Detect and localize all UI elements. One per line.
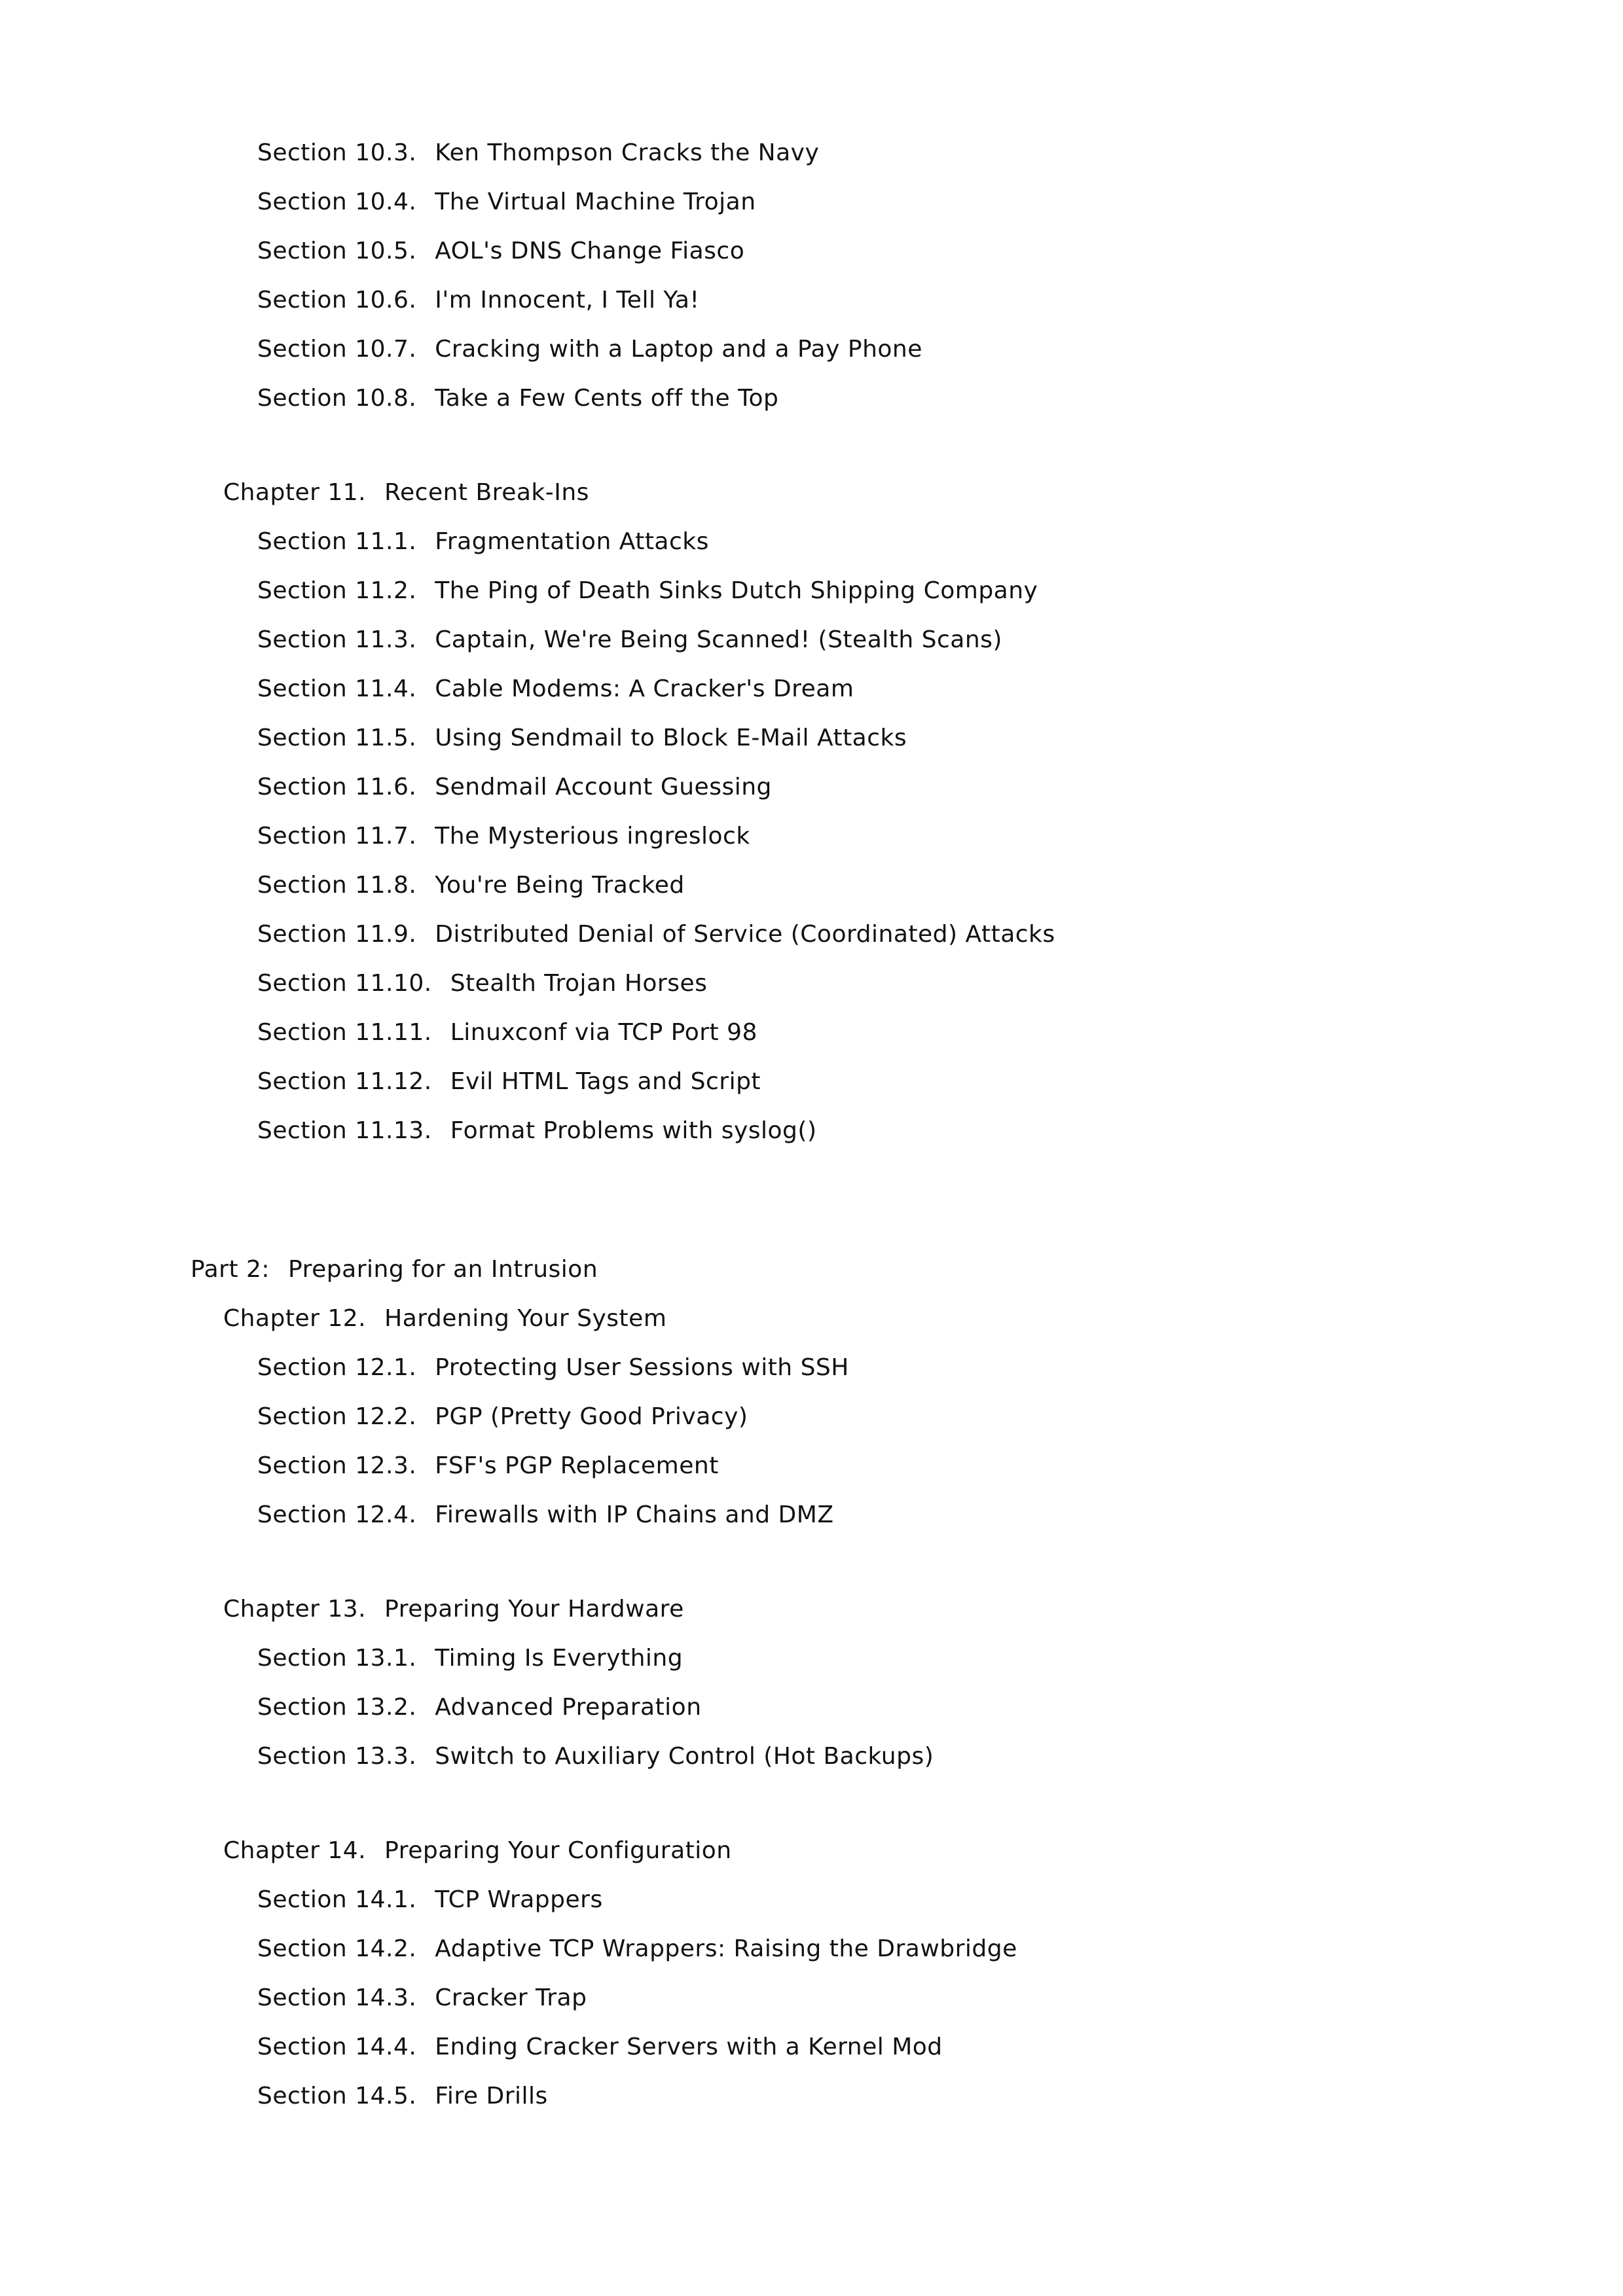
- toc-entry-section[interactable]: [257, 1354, 849, 1382]
- toc-entry-title: Timing Is Everything: [435, 1645, 684, 1672]
- toc-entry-number: Section 13.1.: [257, 1645, 417, 1672]
- toc-entry-title: Preparing for an Intrusion: [288, 1256, 598, 1283]
- toc-entry-title: Hardening Your System: [384, 1305, 667, 1332]
- toc-entry-title: Cracking with a Laptop and a Pay Phone: [435, 336, 922, 363]
- toc-entry-number: Section 12.3.: [257, 1452, 417, 1479]
- toc-entry-number: Section 11.10.: [257, 970, 432, 997]
- toc-entry-section[interactable]: [257, 1018, 757, 1047]
- toc-entry-number: Section 11.11.: [257, 1019, 432, 1046]
- toc-entry-title: Cable Modems: A Cracker's Dream: [435, 675, 854, 702]
- toc-entry-title: The Mysterious ingreslock: [435, 823, 750, 850]
- toc-entry-section[interactable]: [257, 675, 854, 704]
- toc-entry-number: Section 10.6.: [257, 287, 417, 314]
- toc-entry-number: Chapter 11.: [223, 479, 367, 506]
- toc-entry-number: Section 11.5.: [257, 725, 417, 751]
- toc-entry-title: I'm Innocent, I Tell Ya!: [435, 287, 700, 314]
- toc-entry-title: The Ping of Death Sinks Dutch Shipping Company: [435, 577, 1038, 604]
- toc-entry-number: Section 11.4.: [257, 675, 417, 702]
- toc-entry-title: FSF's PGP Replacement: [435, 1452, 719, 1479]
- toc-entry-section[interactable]: [257, 1117, 817, 1145]
- toc-entry-number: Section 11.13.: [257, 1117, 432, 1144]
- toc-entry-title: AOL's DNS Change Fiasco: [435, 238, 745, 264]
- toc-entry-title: Ken Thompson Cracks the Navy: [435, 139, 820, 166]
- toc-entry-number: Section 10.4.: [257, 188, 417, 215]
- toc-entry-number: Section 11.3.: [257, 626, 417, 653]
- toc-entry-section[interactable]: [257, 237, 744, 266]
- toc-entry-title: Fire Drills: [435, 2083, 548, 2109]
- toc-entry-title: Using Sendmail to Block E-Mail Attacks: [435, 725, 907, 751]
- toc-entry-section[interactable]: [257, 286, 699, 315]
- toc-entry-section[interactable]: [257, 724, 907, 753]
- toc-entry-section[interactable]: [257, 528, 709, 556]
- toc-entry-number: Chapter 13.: [223, 1596, 367, 1623]
- toc-entry-title: Sendmail Account Guessing: [435, 774, 772, 800]
- toc-entry-number: Section 12.1.: [257, 1354, 417, 1381]
- toc-entry-title: Advanced Preparation: [435, 1694, 702, 1721]
- toc-entry-section[interactable]: [257, 384, 778, 413]
- toc-entry-title: PGP (Pretty Good Privacy): [435, 1403, 748, 1430]
- toc-entry-number: Section 11.2.: [257, 577, 417, 604]
- toc-entry-title: Preparing Your Configuration: [384, 1837, 732, 1864]
- toc-entry-section[interactable]: [257, 577, 1038, 605]
- toc-entry-number: Section 11.12.: [257, 1068, 432, 1095]
- toc-entry-title: Evil HTML Tags and Script: [450, 1068, 761, 1095]
- toc-entry-chapter[interactable]: [223, 1837, 732, 1865]
- toc-entry-section[interactable]: [257, 188, 756, 217]
- toc-entry-title: Ending Cracker Servers with a Kernel Mod: [435, 2034, 943, 2060]
- toc-entry-section[interactable]: [257, 1886, 603, 1914]
- toc-entry-title: You're Being Tracked: [435, 872, 685, 899]
- toc-entry-number: Section 12.2.: [257, 1403, 417, 1430]
- toc-entry-number: Section 11.1.: [257, 528, 417, 555]
- toc-entry-section[interactable]: [257, 1742, 934, 1771]
- toc-entry-chapter[interactable]: [223, 478, 589, 507]
- toc-entry-section[interactable]: [257, 1693, 702, 1722]
- toc-entry-part[interactable]: [191, 1255, 598, 1284]
- toc-entry-title: Switch to Auxiliary Control (Hot Backups): [435, 1743, 934, 1770]
- toc-entry-section[interactable]: [257, 2033, 943, 2062]
- toc-entry-number: Section 11.6.: [257, 774, 417, 800]
- toc-entry-section[interactable]: [257, 920, 1055, 949]
- toc-entry-section[interactable]: [257, 822, 750, 851]
- toc-entry-title: Linuxconf via TCP Port 98: [450, 1019, 757, 1046]
- toc-entry-section[interactable]: [257, 626, 1002, 655]
- toc-entry-section[interactable]: [257, 969, 707, 998]
- toc-entry-number: Section 14.3.: [257, 1984, 417, 2011]
- toc-entry-title: TCP Wrappers: [435, 1886, 603, 1913]
- toc-entry-section[interactable]: [257, 871, 685, 900]
- toc-entry-number: Section 10.7.: [257, 336, 417, 363]
- toc-entry-title: Take a Few Cents off the Top: [435, 385, 779, 412]
- toc-entry-section[interactable]: [257, 2082, 548, 2111]
- toc-entry-number: Section 13.2.: [257, 1694, 417, 1721]
- toc-entry-section[interactable]: [257, 335, 922, 364]
- toc-entry-title: Adaptive TCP Wrappers: Raising the Drawbridge: [435, 1935, 1017, 1962]
- toc-entry-title: Stealth Trojan Horses: [450, 970, 708, 997]
- toc-entry-section[interactable]: [257, 1935, 1017, 1964]
- toc-entry-title: Protecting User Sessions with SSH: [435, 1354, 849, 1381]
- toc-entry-number: Section 14.5.: [257, 2083, 417, 2109]
- toc-entry-number: Section 11.8.: [257, 872, 417, 899]
- toc-entry-section[interactable]: [257, 773, 772, 802]
- toc-entry-number: Chapter 12.: [223, 1305, 367, 1332]
- toc-entry-section[interactable]: [257, 139, 819, 168]
- toc-entry-number: Section 11.7.: [257, 823, 417, 850]
- toc-entry-title: Cracker Trap: [435, 1984, 587, 2011]
- toc-entry-section[interactable]: [257, 1984, 587, 2013]
- toc-entry-title: Distributed Denial of Service (Coordinated) Attacks: [435, 921, 1055, 948]
- toc-entry-title: Captain, We're Being Scanned! (Stealth Scans): [435, 626, 1002, 653]
- toc-entry-title: Firewalls with IP Chains and DMZ: [435, 1501, 834, 1528]
- toc-entry-number: Part 2:: [191, 1256, 270, 1283]
- toc-entry-title: Recent Break-Ins: [384, 479, 589, 506]
- toc-entry-number: Section 10.3.: [257, 139, 417, 166]
- toc-entry-title: Fragmentation Attacks: [435, 528, 709, 555]
- toc-entry-section[interactable]: [257, 1644, 683, 1673]
- toc-entry-section[interactable]: [257, 1501, 834, 1530]
- toc-entry-number: Section 10.5.: [257, 238, 417, 264]
- toc-entry-title: Format Problems with syslog(): [450, 1117, 817, 1144]
- toc-entry-section[interactable]: [257, 1067, 761, 1096]
- toc-entry-title: The Virtual Machine Trojan: [435, 188, 756, 215]
- toc-entry-number: Section 14.1.: [257, 1886, 417, 1913]
- toc-entry-chapter[interactable]: [223, 1304, 666, 1333]
- toc-entry-number: Section 13.3.: [257, 1743, 417, 1770]
- toc-entry-section[interactable]: [257, 1403, 748, 1431]
- toc-entry-title: Preparing Your Hardware: [384, 1596, 684, 1623]
- toc-entry-number: Section 14.2.: [257, 1935, 417, 1962]
- toc-entry-number: Section 10.8.: [257, 385, 417, 412]
- toc-entry-section[interactable]: [257, 1452, 719, 1480]
- toc-entry-chapter[interactable]: [223, 1595, 684, 1624]
- toc-entry-number: Section 11.9.: [257, 921, 417, 948]
- toc-entry-number: Section 12.4.: [257, 1501, 417, 1528]
- toc-entry-number: Section 14.4.: [257, 2034, 417, 2060]
- toc-entry-number: Chapter 14.: [223, 1837, 367, 1864]
